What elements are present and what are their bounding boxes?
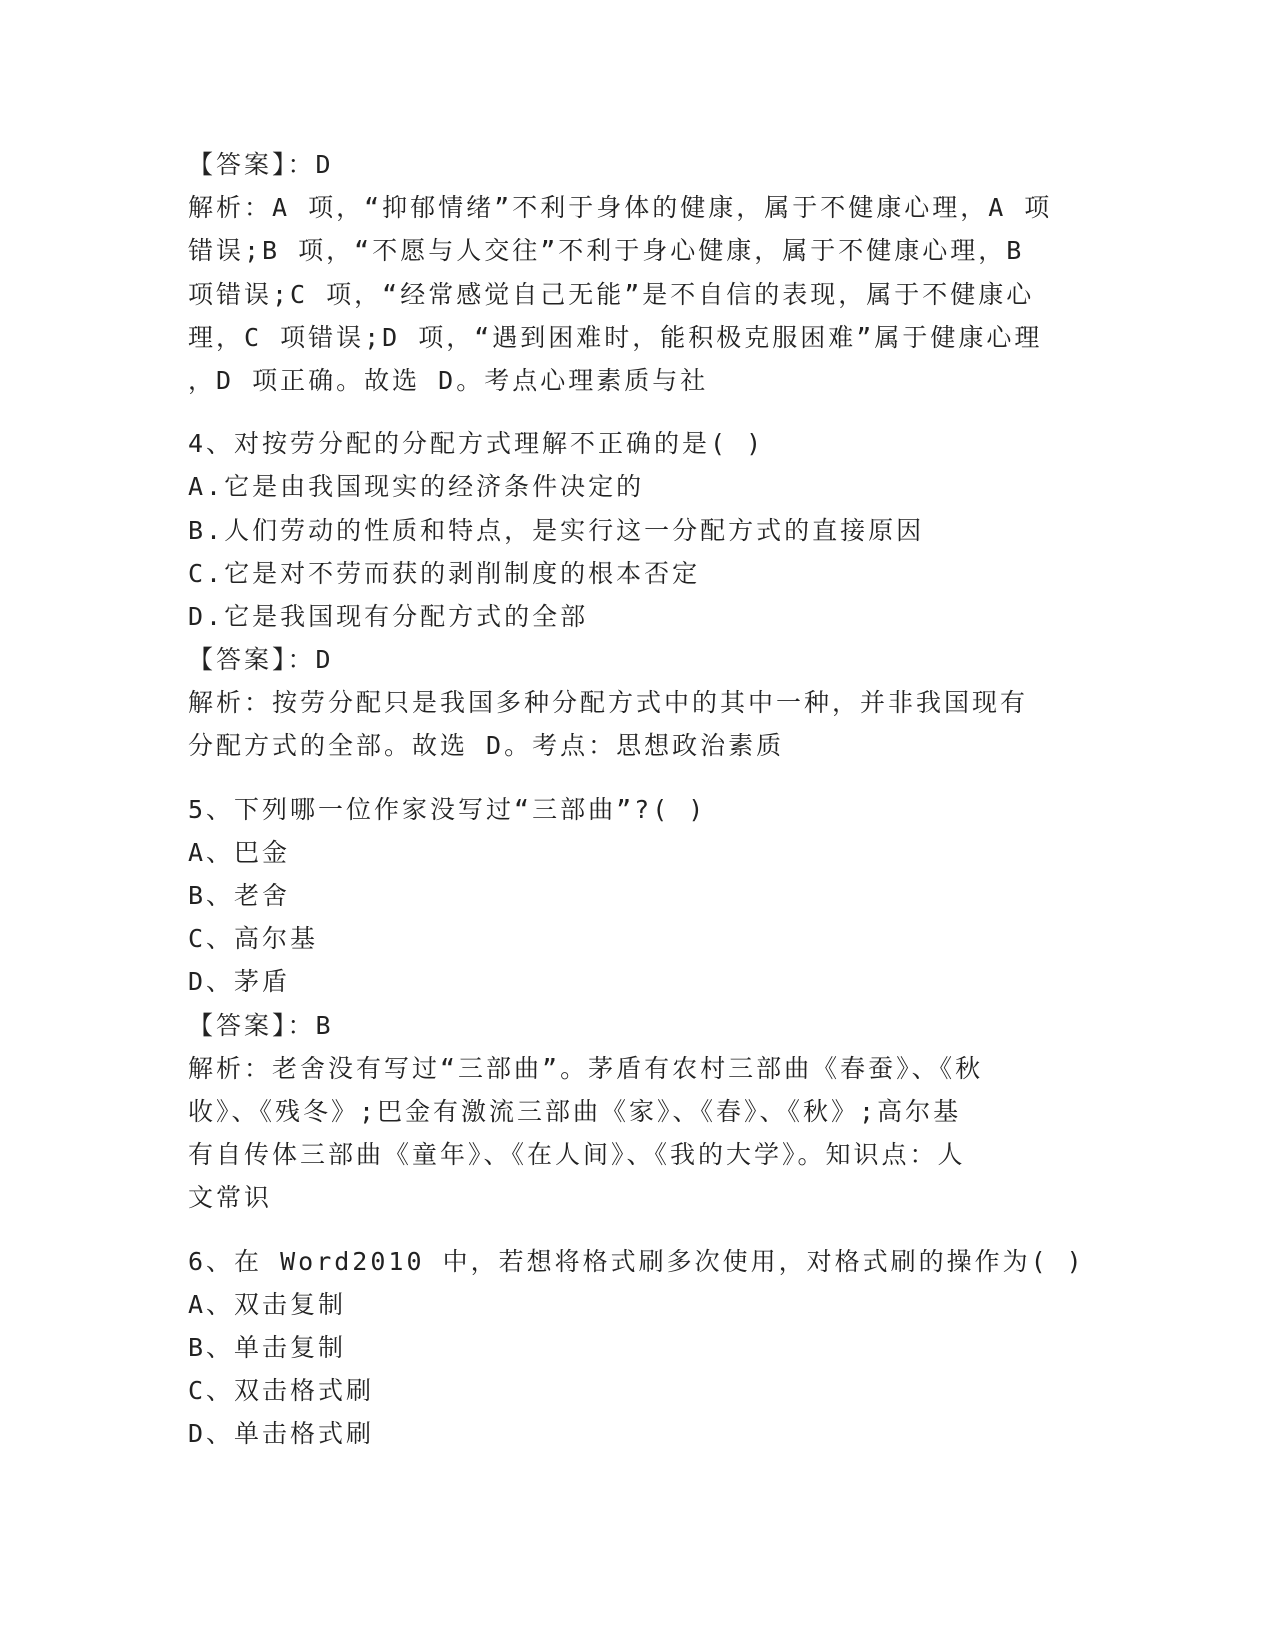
analysis-line: 理，C 项错误;D 项，“遇到困难时，能积极克服困难”属于健康心理 [188, 322, 1043, 352]
question-3-block [188, 143, 1068, 402]
option-c: C、双击格式刷 [188, 1376, 375, 1406]
option-d: D、茅盾 [188, 967, 291, 997]
option-c: C、高尔基 [188, 924, 319, 954]
spacer [188, 768, 1068, 788]
document-page [188, 143, 1085, 1455]
analysis-line: 解析：A 项，“抑郁情绪”不利于身体的健康，属于不健康心理，A 项 [188, 193, 1053, 223]
option-d: D.它是我国现有分配方式的全部 [188, 601, 589, 631]
option-a: A.它是由我国现实的经济条件决定的 [188, 472, 645, 502]
answer-line: 【答案】：D [188, 645, 334, 675]
option-b: B、单击复制 [188, 1332, 347, 1362]
analysis-line: 收》、《残冬》;巴金有激流三部曲《家》、《春》、《秋》;高尔基 [188, 1096, 962, 1126]
analysis-line: 文常识 [188, 1183, 273, 1213]
answer-line: 【答案】：B [188, 1010, 334, 1040]
answer-line: 【答案】：D [188, 150, 334, 179]
option-a: A、双击复制 [188, 1289, 347, 1319]
analysis-line: 解析：老舍没有写过“三部曲”。茅盾有农村三部曲《春蚕》、《秋 [188, 1053, 984, 1083]
analysis-line: 项错误;C 项，“经常感觉自己无能”是不自信的表现，属于不健康心 [188, 279, 1035, 309]
question-6-block [188, 1240, 1085, 1456]
spacer [188, 1220, 1068, 1240]
option-d: D、单击格式刷 [188, 1419, 375, 1449]
analysis-line: 有自传体三部曲《童年》、《在人间》、《我的大学》。知识点：人 [188, 1140, 966, 1170]
question-4-block [188, 422, 1068, 768]
question-text: 5、下列哪一位作家没写过“三部曲”?( ) [188, 794, 707, 824]
analysis-line: 错误;B 项，“不愿与人交往”不利于身心健康，属于不健康心理，B [188, 236, 1025, 266]
option-b: B.人们劳动的性质和特点，是实行这一分配方式的直接原因 [188, 515, 925, 545]
option-a: A、巴金 [188, 837, 291, 867]
question-5-block [188, 788, 1068, 1220]
spacer [188, 402, 1068, 422]
analysis-line: 解析：按劳分配只是我国多种分配方式中的其中一种，并非我国现有 [188, 688, 1029, 718]
question-text: 6、在 Word2010 中，若想将格式刷多次使用，对格式刷的操作为( ) [188, 1246, 1085, 1276]
analysis-line: 分配方式的全部。故选 D。考点：思想政治素质 [188, 731, 785, 761]
analysis-line: ，D 项正确。故选 D。考点心理素质与社 [188, 365, 709, 395]
option-b: B、老舍 [188, 881, 291, 910]
question-text: 4、对按劳分配的分配方式理解不正确的是( ) [188, 429, 765, 459]
option-c: C.它是对不劳而获的剥削制度的根本否定 [188, 558, 701, 588]
